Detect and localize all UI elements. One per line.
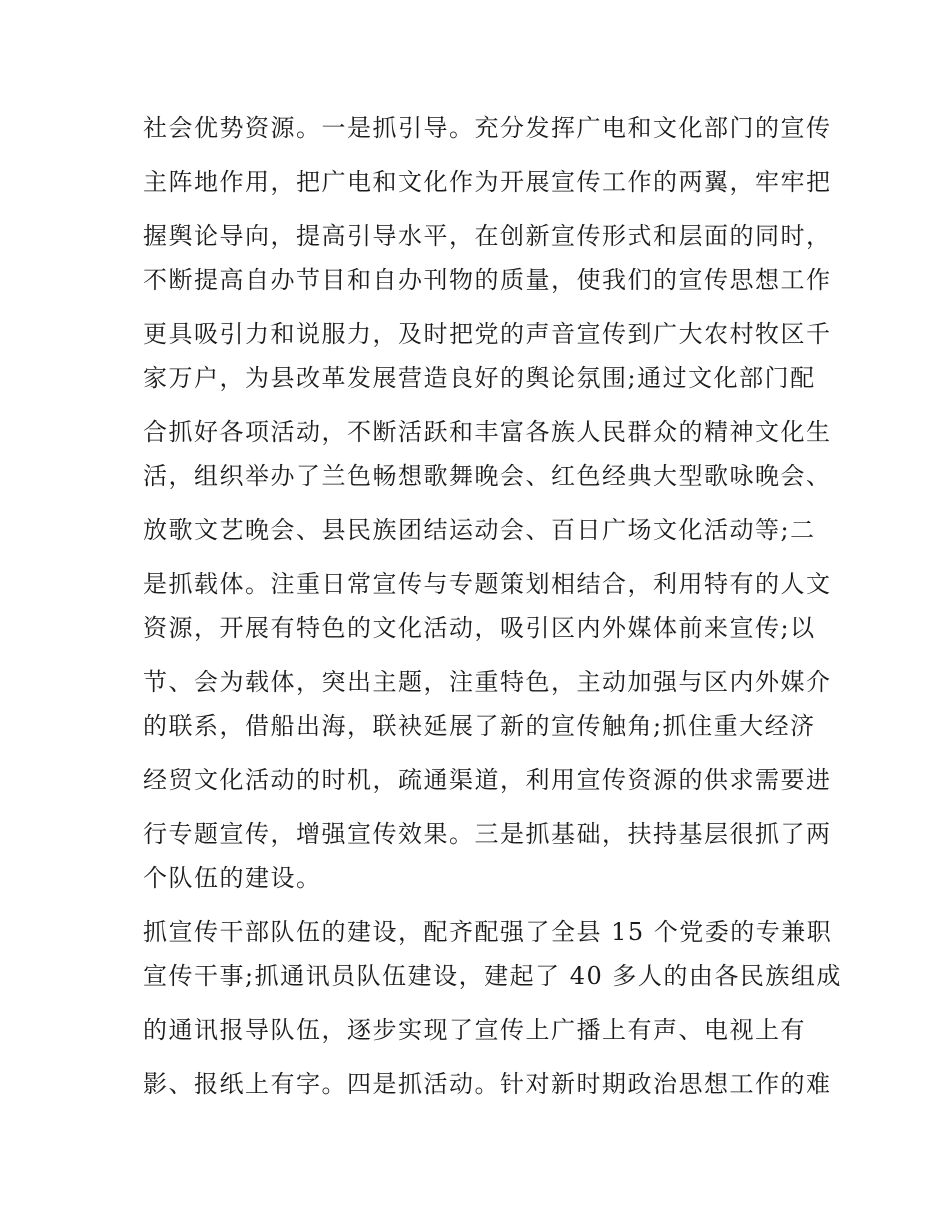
text-line: 经贸文化活动的时机，疏通渠道，利用宣传资源的供求需要进: [143, 766, 832, 794]
text-line: 握舆论导向，提高引导水平，在创新宣传形式和层面的同时，: [143, 222, 832, 250]
text-line: 个队伍的建设。: [143, 864, 322, 892]
text-line: 活，组织举办了兰色畅想歌舞晚会、红色经典大型歌咏晚会、: [143, 462, 832, 490]
text-line: 的通讯报导队伍，逐步实现了宣传上广播上有声、电视上有: [143, 1016, 806, 1044]
text-line: 宣传干事;抓通讯员队伍建设，建起了 40 多人的由各民族组成: [143, 962, 842, 990]
text-line: 社会优势资源。一是抓引导。充分发挥广电和文化部门的宣传: [143, 114, 832, 142]
text-line: 影、报纸上有字。四是抓活动。针对新时期政治思想工作的难: [143, 1070, 832, 1098]
text-line: 资源，开展有特色的文化活动，吸引区内外媒体前来宣传;以: [143, 614, 816, 642]
text-line: 行专题宣传，增强宣传效果。三是抓基础，扶持基层很抓了两: [143, 820, 832, 848]
text-line: 是抓载体。注重日常宣传与专题策划相结合，利用特有的人文: [143, 570, 832, 598]
text-line: 主阵地作用，把广电和文化作为开展宣传工作的两翼，牢牢把: [143, 168, 832, 196]
text-line: 家万户，为县改革发展营造良好的舆论氛围;通过文化部门配: [143, 364, 816, 392]
text-line: 节、会为载体，突出主题，注重特色，主动加强与区内外媒介: [143, 668, 832, 696]
text-line: 放歌文艺晚会、县民族团结运动会、百日广场文化活动等;二: [143, 516, 816, 544]
text-line: 抓宣传干部队伍的建设，配齐配强了全县 15 个党委的专兼职: [143, 918, 833, 946]
text-line: 的联系，借船出海，联袂延展了新的宣传触角;抓住重大经济: [143, 712, 816, 740]
text-line: 合抓好各项活动，不断活跃和丰富各族人民群众的精神文化生: [143, 418, 832, 446]
text-line: 不断提高自办节目和自办刊物的质量，使我们的宣传思想工作: [143, 266, 832, 294]
text-line: 更具吸引力和说服力，及时把党的声音宣传到广大农村牧区千: [143, 320, 832, 348]
